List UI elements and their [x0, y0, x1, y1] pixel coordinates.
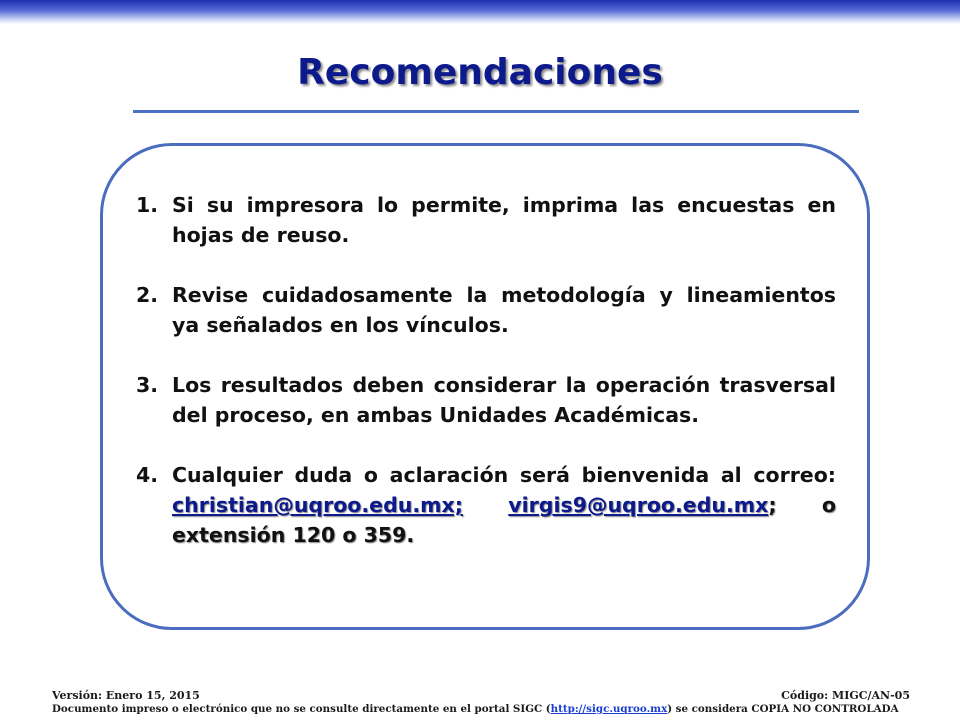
item-text: Cualquier duda o aclaración será bienvenida al correo:	[172, 463, 836, 487]
item-number: 2.	[136, 283, 159, 307]
slide-title: Recomendaciones	[297, 52, 663, 93]
footer-version: Versión: Enero 15, 2015	[52, 689, 200, 702]
item-text: Los resultados deben considerar la operación trasversal del proceso, en ambas Unidades Académicas.	[172, 373, 836, 427]
list-item	[132, 370, 836, 430]
email-link-virgis[interactable]: virgis9@uqroo.edu.mx	[508, 493, 769, 517]
footer-code: Código: MIGC/AN-05	[781, 689, 910, 702]
title-divider	[133, 110, 859, 113]
top-gradient-band	[0, 0, 960, 24]
sigc-portal-link[interactable]: http://sigc.uqroo.mx	[550, 703, 668, 715]
item-number: 4.	[136, 463, 159, 487]
email-link-christian[interactable]: christian@uqroo.edu.mx;	[172, 493, 463, 517]
footer-notice	[52, 703, 914, 715]
item-text: Si su impresora lo permite, imprima las encuestas en hojas de reuso.	[172, 193, 836, 247]
recommendations-list	[132, 190, 836, 580]
list-item	[132, 280, 836, 340]
list-item	[132, 190, 836, 250]
footer-notice-tail: ) se considera COPIA NO CONTROLADA	[667, 703, 899, 715]
footer-notice-text: Documento impreso o electrónico que no se consulte directamente en el portal SIGC (	[52, 703, 551, 715]
item-text: Revise cuidadosamente la metodología y lineamientos ya señalados en los vínculos.	[172, 283, 836, 337]
list-item	[132, 460, 836, 550]
item-number: 3.	[136, 373, 159, 397]
item-number: 1.	[136, 193, 159, 217]
extension-text: ; o extensión 120 o 359.	[172, 493, 836, 547]
